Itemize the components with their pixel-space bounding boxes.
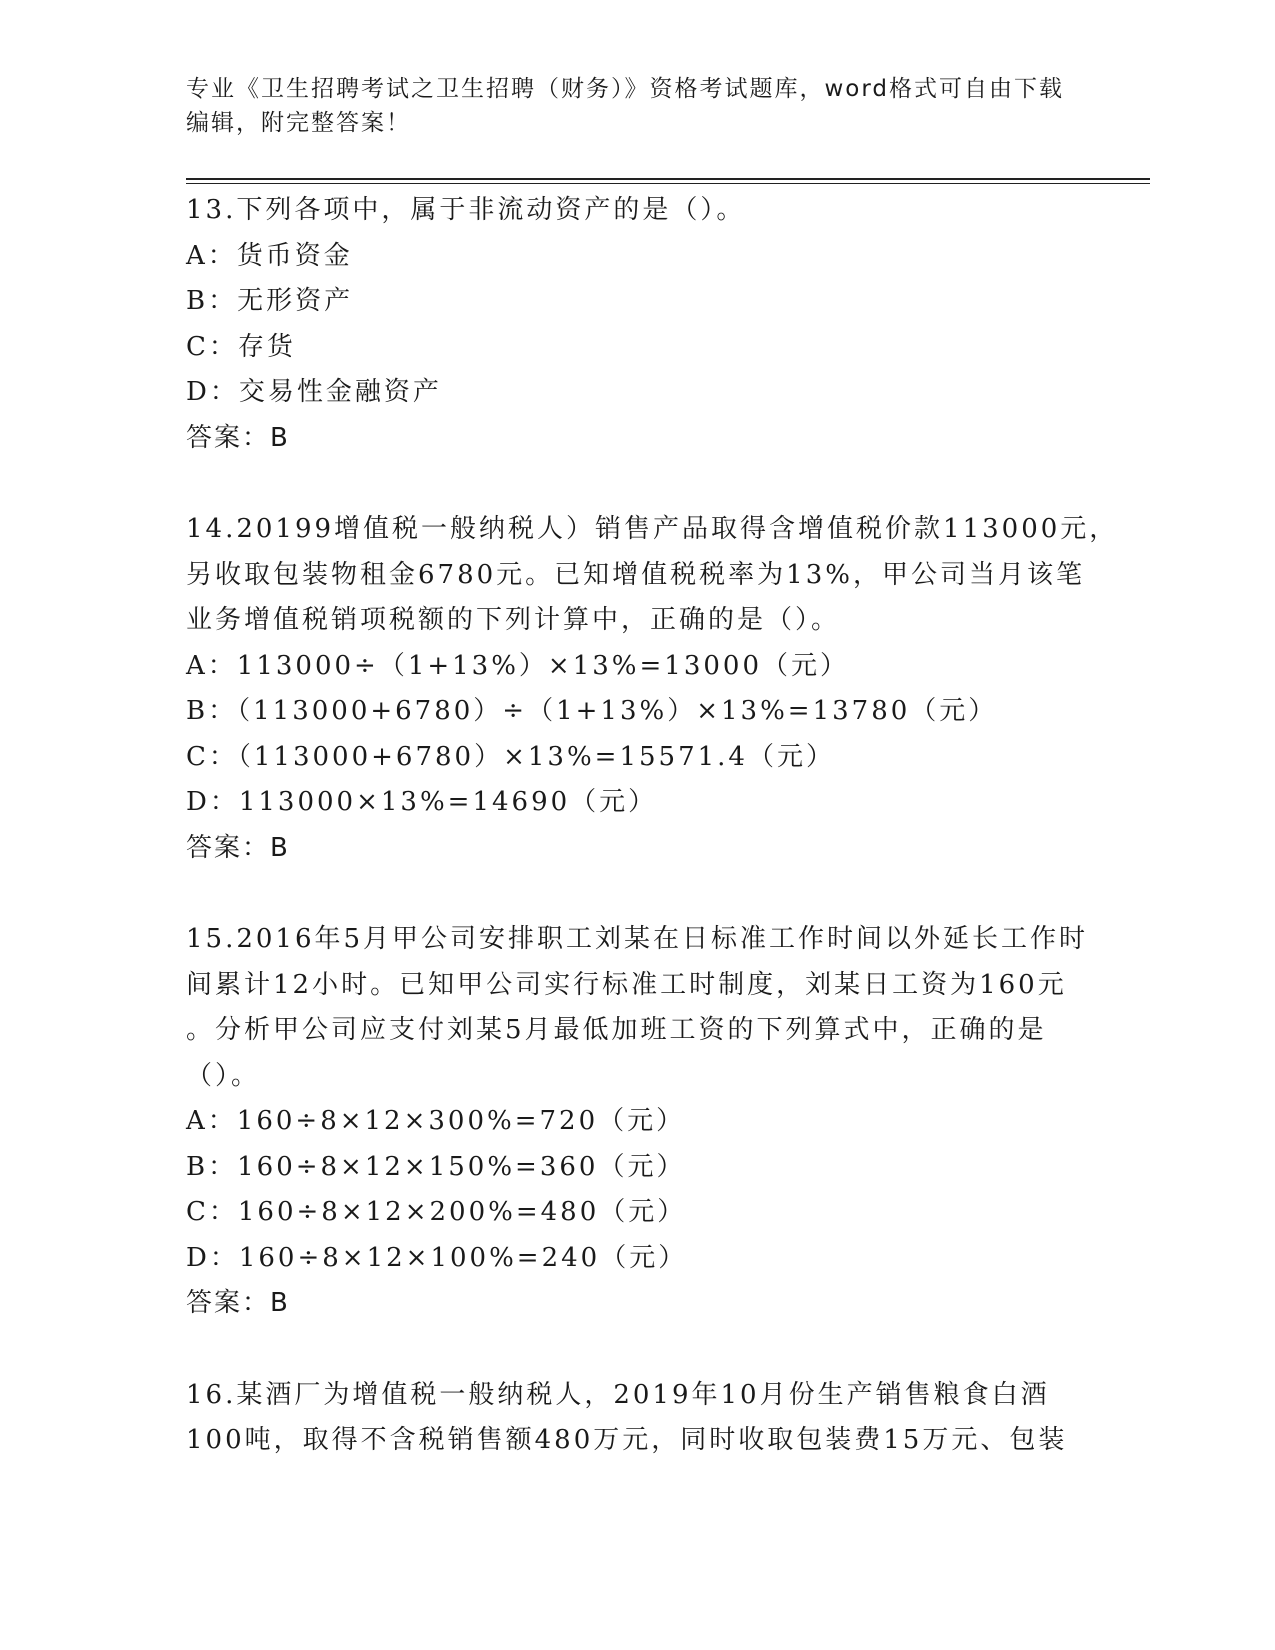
header-line-2: 编辑，附完整答案！ bbox=[186, 110, 411, 136]
question-spacer bbox=[186, 461, 1086, 507]
question-15-stem-line-1: 15.2016年5月甲公司安排职工刘某在日标准工作时间以外延长工作时 bbox=[186, 924, 1089, 954]
header-divider-thin bbox=[186, 183, 1150, 184]
question-13-option-a: A：货币资金 bbox=[186, 240, 353, 271]
header-divider-thick bbox=[186, 178, 1150, 180]
question-14-option-d: D：113000×13%=14690（元） bbox=[186, 787, 658, 817]
question-16-stem-line-2: 100吨，取得不含税销售额480万元，同时收取包装费15万元、包装 bbox=[186, 1425, 1068, 1455]
question-15-stem-line-2: 间累计12小时。已知甲公司实行标准工时制度，刘某日工资为160元 bbox=[186, 969, 1067, 1000]
question-list bbox=[186, 188, 1119, 1464]
question-spacer bbox=[186, 871, 1086, 917]
question-16 bbox=[186, 1373, 1086, 1464]
question-15-option-d: D：160÷8×12×100%=240（元） bbox=[186, 1242, 688, 1273]
document-header bbox=[186, 72, 1066, 140]
question-spacer bbox=[186, 1327, 1086, 1373]
question-15-stem-line-3: 。分析甲公司应支付刘某5月最低加班工资的下列算式中，正确的是 bbox=[186, 1015, 1047, 1045]
question-14-option-c: C：（113000+6780）×13%=15571.4（元） bbox=[186, 741, 835, 772]
question-15 bbox=[186, 917, 1089, 1327]
question-14-option-a: A：113000÷（1+13%）×13%=13000（元） bbox=[186, 650, 849, 681]
question-13-stem-line: 13.下列各项中，属于非流动资产的是（）。 bbox=[186, 195, 746, 225]
question-14-answer: 答案：B bbox=[186, 832, 290, 863]
question-14-stem-line-2: 另收取包装物租金6780元。已知增值税税率为13%，甲公司当月该笔 bbox=[186, 559, 1085, 590]
question-15-option-c: C：160÷8×12×200%=480（元） bbox=[186, 1197, 687, 1227]
question-13 bbox=[186, 188, 1086, 461]
question-15-option-a: A：160÷8×12×300%=720（元） bbox=[186, 1106, 686, 1136]
question-13-option-d: D：交易性金融资产 bbox=[186, 377, 442, 407]
question-14-stem-line-3: 业务增值税销项税额的下列计算中，正确的是（）。 bbox=[186, 605, 841, 635]
question-14 bbox=[186, 507, 1119, 871]
question-15-answer: 答案：B bbox=[186, 1288, 290, 1318]
question-16-stem-line-1: 16.某酒厂为增值税一般纳税人，2019年10月份生产销售粮食白酒 bbox=[186, 1379, 1050, 1410]
question-13-option-c: C：存货 bbox=[186, 331, 296, 362]
question-13-option-b: B：无形资产 bbox=[186, 286, 354, 316]
question-15-option-b: B：160÷8×12×150%=360（元） bbox=[186, 1151, 686, 1182]
question-13-answer: 答案：B bbox=[186, 422, 290, 453]
question-14-option-b: B：（113000+6780）÷（1+13%）×13%=13780（元） bbox=[186, 696, 998, 726]
question-15-stem-line-4: （）。 bbox=[186, 1060, 261, 1091]
header-line-1: 专业《卫生招聘考试之卫生招聘（财务）》资格考试题库，word格式可自由下载 bbox=[186, 76, 1065, 102]
question-14-stem-line-1: 14.20199增值税一般纳税人）销售产品取得含增值税价款113000元， bbox=[186, 514, 1119, 544]
